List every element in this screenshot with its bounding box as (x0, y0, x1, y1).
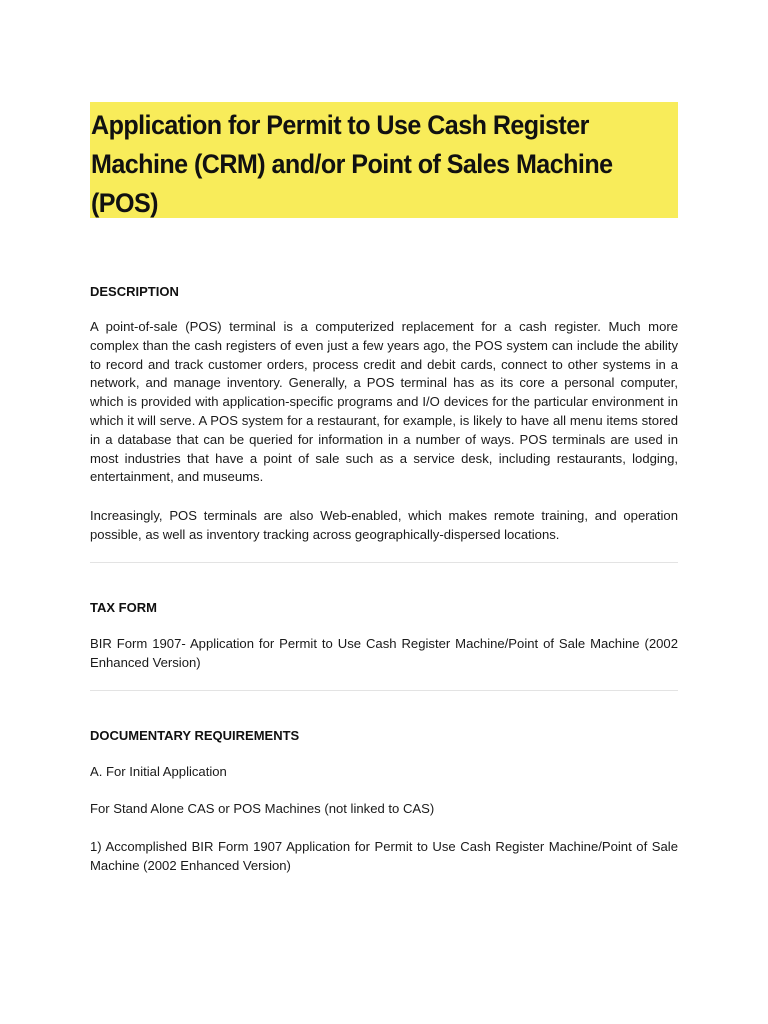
section-divider (90, 562, 678, 563)
title-highlight (90, 102, 678, 218)
initial-application-subheading: A. For Initial Application (90, 764, 227, 779)
page-title: Application for Permit to Use Cash Register Machine (CRM) and/or Point of Sales Machine (POS) (91, 110, 613, 218)
requirement-item: 1) Accomplished BIR Form 1907 Application for Permit to Use Cash Register Machine/Point of Sale Machine (2002 Enhanced Version) (90, 839, 678, 873)
stand-alone-category: For Stand Alone CAS or POS Machines (not linked to CAS) (90, 801, 435, 816)
description-heading: DESCRIPTION (90, 284, 179, 299)
tax-form-heading: TAX FORM (90, 600, 157, 615)
document-page (90, 102, 678, 873)
section-divider (90, 690, 678, 691)
documentary-requirements-heading: DOCUMENTARY REQUIREMENTS (90, 728, 300, 743)
tax-form-text: BIR Form 1907- Application for Permit to Use Cash Register Machine/Point of Sale Machine (2002 Enhanced Version) (90, 636, 678, 670)
description-paragraph-1: A point-of-sale (POS) terminal is a computerized replacement for a cash register. Much more complex than the cash registers of even just a few years ago, the POS system can include the ability to record and track customer orders, process credit and debit cards, connect to other systems in a network, and manage inventory. Generally, a POS terminal has as its core a personal computer, which is provided with application-specific programs and I/O devices for the particular environment in which it will serve. A POS system for a restaurant, for example, is likely to have all menu items stored in a database that can be queried for information in a number of ways. POS terminals are used in most industries that have a point of sale such as a service desk, including restaurants, lodging, entertainment, and museums. (90, 319, 678, 485)
description-paragraph-2: Increasingly, POS terminals are also Web-enabled, which makes remote training, and operation possible, as well as inventory tracking across geographically-dispersed locations. (90, 508, 678, 542)
